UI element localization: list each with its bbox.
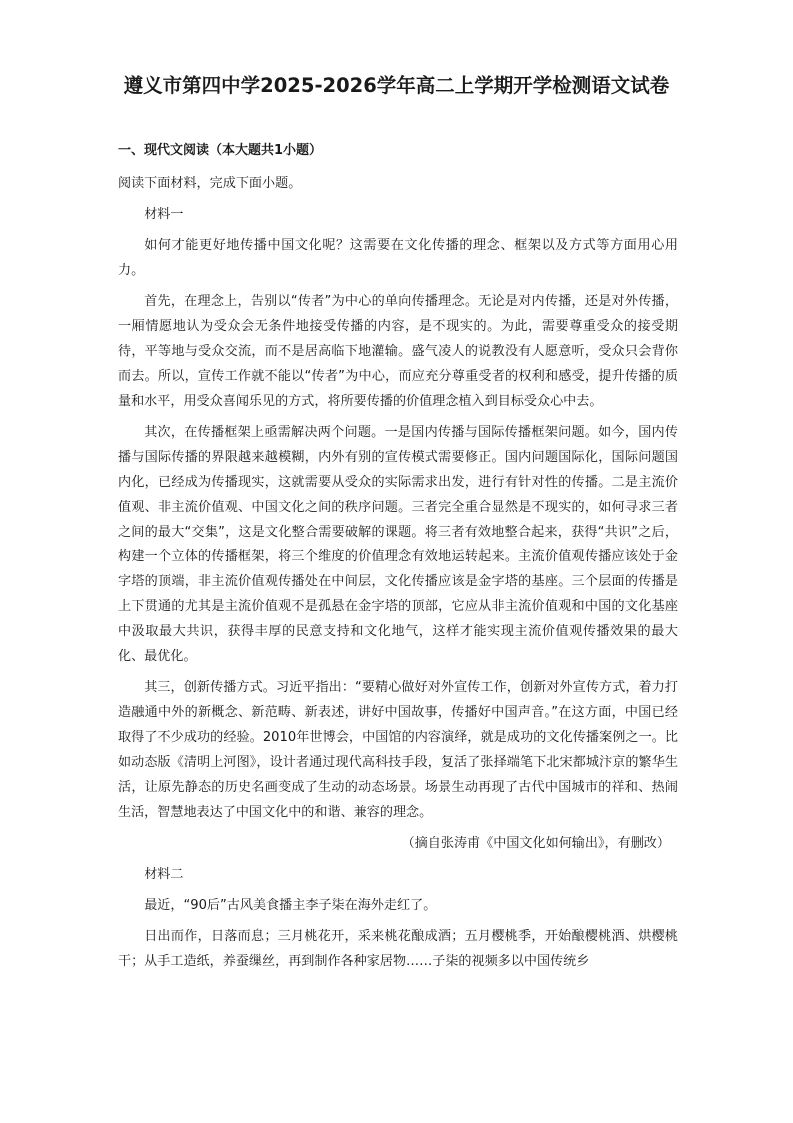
material-1-paragraph-4: 其三，创新传播方式。习近平指出：“要精心做好对外宣传工作，创新对外宣传方式，着力打造融通中外的新概念、新范畴、新表述，讲好中国故事，传播好中国声音。”在这方面，中国已经取得了不少成功的经验。2010年世博会，中国馆的内容演绎，就是成功的文化传播案例之一。比如动态版《清明上河图》，设计者通过现代高科技手段，复活了张择端笔下北宋都城汴京的繁华生活，让原先静态的历史名画变成了生动的动态场景。场景生动再现了古代中国城市的祥和、热闹生活，智慧地表达了中国文化中的和谐、兼容的理念。: [118, 680, 678, 820]
material-1-paragraph-1: 如何才能更好地传播中国文化呢？这需要在文化传播的理念、框架以及方式等方面用心用力。: [118, 238, 678, 279]
material-2-paragraph-1: 最近，“90后”古风美食播主李子柒在海外走红了。: [144, 897, 437, 913]
material-1-paragraph-2: 首先，在理念上，告别以“传者”为中心的单向传播理念。无论是对内传播，还是对外传播，一厢情愿地认为受众会无条件地接受传播的内容，是不现实的。为此，需要尊重受众的接受期待，平等地与受众交流，而不是居高临下地灌输。盛气凌人的说教没有人愿意听，受众只会背你而去。所以，宣传工作就不能以“传者”为中心，而应充分尊重受者的权利和感受，提升传播的质量和水平，用受众喜闻乐见的方式，将所要传播的价值理念植入到目标受众心中去。: [118, 294, 678, 409]
material-2-paragraph-2: 日出而作，日落而息；三月桃花开，采来桃花酿成酒；五月樱桃季，开始酿樱桃酒、烘樱桃干；从手工造纸，养蚕缫丝，再到制作各种家居物……子柒的视频多以中国传统乡: [118, 929, 678, 969]
section-heading: 一、现代文阅读（本大题共1小题）: [118, 143, 323, 158]
material-1-paragraph-3: 其次，在传播框架上亟需解决两个问题。一是国内传播与国际传播框架问题。如今，国内传播与国际传播的界限越来越模糊，内外有别的宣传模式需要修正。国内问题国际化，国际问题国内化，已经成为传播现实，这就需要从受众的实际需求出发，进行有针对性的传播。二是主流价值观、非主流价值观、中国文化之间的秩序问题。三者完全重合显然是不现实的，如何寻求三者之间的最大“交集”，这是文化整合需要破解的课题。将三者有效地整合起来，获得“共识”之后，构建一个立体的传播框架，将三个维度的价值理念有效地运转起来。主流价值观传播应该处于金字塔的顶端，非主流价值观传播处在中间层，文化传播应该是金字塔的基座。三个层面的传播是上下贯通的尤其是主流价值观不是孤悬在金字塔的顶部，它应从非主流价值观和中国的文化基座中汲取最大共识，获得丰厚的民意支持和文化地气，这样才能实现主流价值观传播效果的最大化、最优化。: [118, 424, 678, 665]
material-2-label: 材料二: [144, 866, 184, 882]
material-1-label: 材料一: [144, 207, 184, 223]
document-body: [118, 172, 678, 981]
material-1-source: （摘自张涛甫《中国文化如何输出》，有删改）: [401, 835, 670, 851]
document-title: 遵义市第四中学2025-2026学年高二上学期开学检测语文试卷: [123, 74, 670, 97]
instruction-text: 阅读下面材料，完成下面小题。: [118, 176, 302, 191]
